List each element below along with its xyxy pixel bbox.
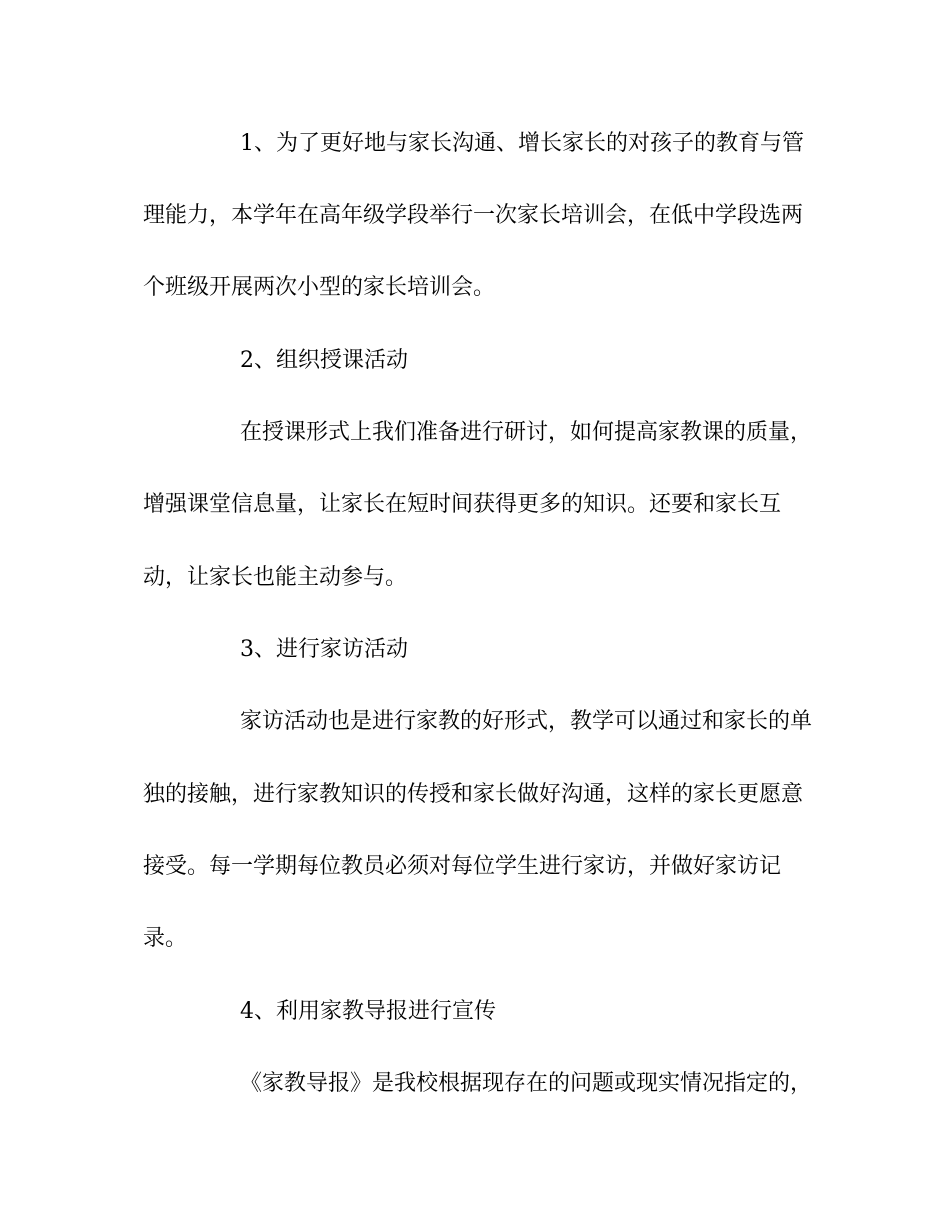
paragraph-2-line-2: 增强课堂信息量，让家长在短时间获得更多的知识。还要和家长互 xyxy=(143,492,782,517)
paragraph-1-line-1: 1、为了更好地与家长沟通、增长家长的对孩子的教育与管 xyxy=(240,131,804,156)
paragraph-1-line-3: 个班级开展两次小型的家长培训会。 xyxy=(143,275,496,300)
paragraph-2-line-1: 在授课形式上我们准备进行研讨，如何提高家教课的质量， xyxy=(240,420,813,445)
heading-3: 3、进行家访活动 xyxy=(240,637,408,662)
paragraph-3-line-4: 录。 xyxy=(143,926,188,951)
heading-2: 2、组织授课活动 xyxy=(240,348,408,373)
paragraph-4-line-1: 《家教导报》是我校根据现存在的问题或现实情况指定的， xyxy=(240,1071,813,1096)
paragraph-3-line-3: 接受。每一学期每位教员必须对每位学生进行家访，并做好家访记 xyxy=(143,854,782,879)
paragraph-1-line-2: 理能力，本学年在高年级学段举行一次家长培训会，在低中学段选两 xyxy=(143,203,804,228)
paragraph-3-line-1: 家访活动也是进行家教的好形式，教学可以通过和家长的单 xyxy=(240,709,813,734)
paragraph-3-line-2: 独的接触，进行家教知识的传授和家长做好沟通，这样的家长更愿意 xyxy=(143,782,804,807)
heading-4: 4、利用家教导报进行宣传 xyxy=(240,999,496,1024)
paragraph-2-line-3: 动，让家长也能主动参与。 xyxy=(143,565,408,590)
